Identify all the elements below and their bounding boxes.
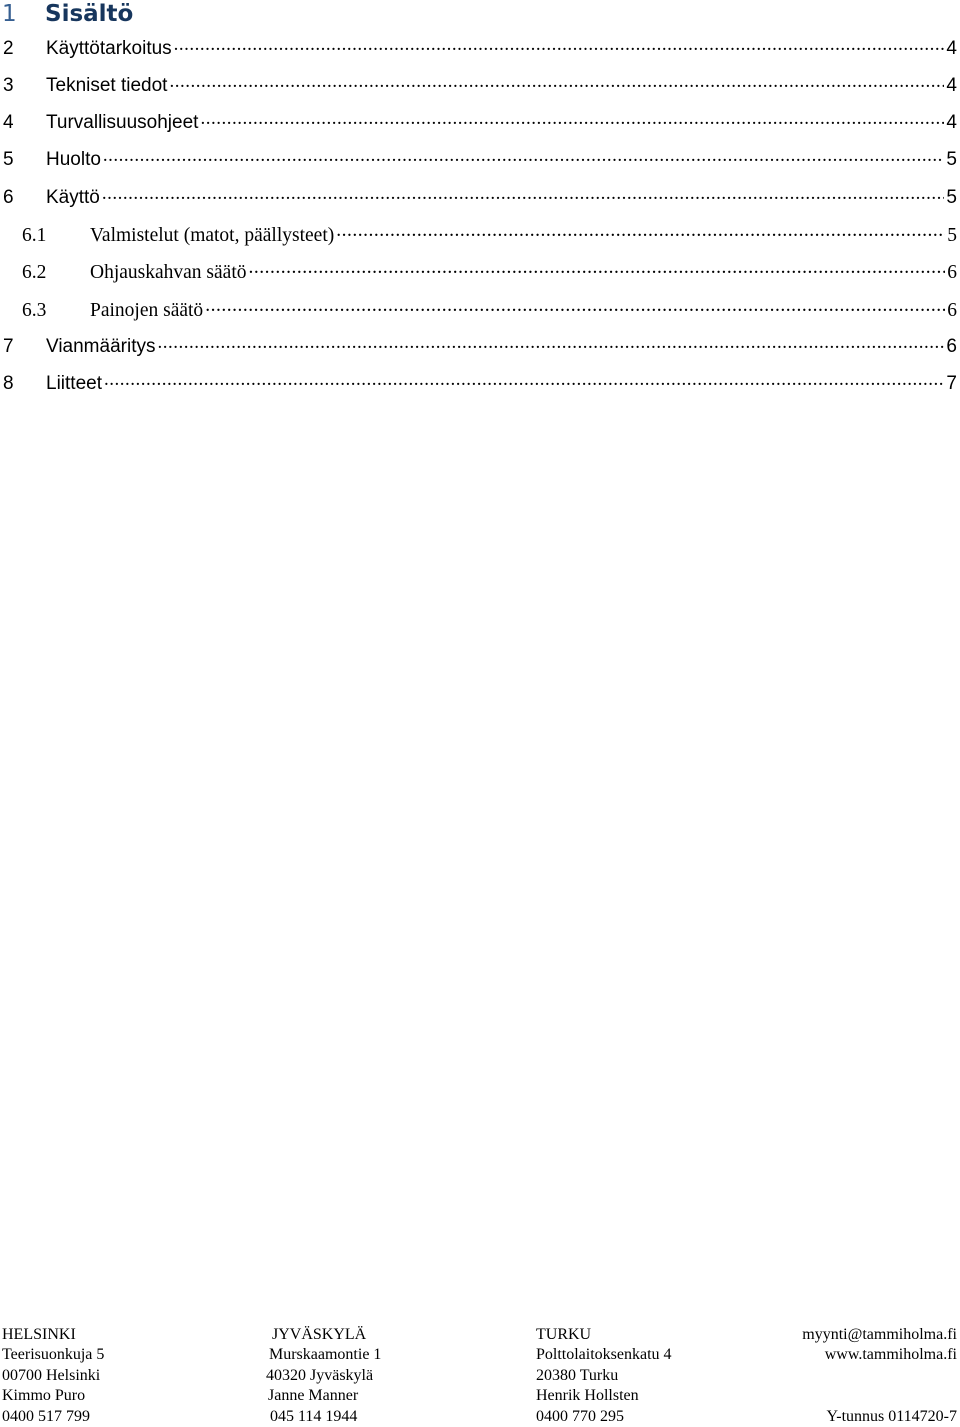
footer-line: 0400 770 295: [536, 1407, 624, 1425]
footer-line: Janne Manner: [268, 1387, 359, 1405]
toc-number: 5: [3, 149, 14, 170]
dot-leader: [336, 221, 945, 241]
toc-page: 6: [947, 299, 957, 321]
dot-leader: [102, 184, 945, 203]
dot-leader: [249, 258, 946, 278]
footer-line: Murskaamontie 1: [269, 1346, 382, 1364]
footer-email[interactable]: myynti@tammiholma.fi: [802, 1326, 957, 1343]
toc-entry[interactable]: [0, 333, 957, 359]
dot-leader: [205, 296, 945, 316]
toc-title: Turvallisuusohjeet: [46, 112, 199, 133]
toc-entry[interactable]: [0, 72, 957, 98]
toc-page: 5: [947, 224, 957, 246]
footer-line: HELSINKI: [2, 1326, 76, 1343]
toc-page: 6: [946, 336, 957, 357]
toc-number: 6.1: [22, 224, 47, 246]
footer-line: 00700 Helsinki: [2, 1366, 101, 1384]
footer-line: [802, 1386, 957, 1406]
toc-page: 5: [946, 187, 957, 208]
footer-turku: [536, 1325, 672, 1427]
toc-entry[interactable]: [0, 370, 957, 396]
footer-business-id: Y-tunnus 0114720-7: [826, 1407, 957, 1425]
toc-entry[interactable]: [0, 221, 957, 247]
footer-line: 0400 517 799: [2, 1407, 90, 1425]
footer-line: JYVÄSKYLÄ: [272, 1326, 367, 1343]
heading-number: 1: [2, 1, 17, 27]
dot-leader: [200, 109, 944, 128]
toc-entry[interactable]: [0, 296, 957, 322]
footer-line: Polttolaitoksenkatu 4: [536, 1346, 672, 1364]
footer-line: Kimmo Puro: [2, 1387, 86, 1405]
toc-number: 3: [3, 75, 14, 96]
toc-title: Käyttötarkoitus: [46, 38, 172, 59]
toc-entry[interactable]: [0, 146, 957, 172]
toc-heading: [2, 0, 133, 28]
toc-page: 4: [946, 75, 957, 96]
toc-number: 6.2: [22, 261, 47, 283]
toc-title: Liitteet: [46, 373, 102, 394]
toc-title: Valmistelut (matot, päällysteet): [90, 224, 335, 246]
toc-number: 6: [3, 187, 14, 208]
toc-page: 5: [946, 149, 957, 170]
dot-leader: [174, 35, 945, 54]
toc-page: 7: [946, 373, 957, 394]
dot-leader: [169, 72, 944, 91]
toc-entry[interactable]: [0, 109, 957, 135]
heading-title: Sisältö: [45, 1, 134, 27]
dot-leader: [103, 146, 945, 165]
dot-leader: [104, 370, 944, 389]
footer-line: 045 114 1944: [270, 1407, 358, 1425]
toc-number: 4: [3, 112, 14, 133]
toc-number: 8: [3, 373, 14, 394]
toc-title: Tekniset tiedot: [46, 75, 168, 96]
toc-number: 6.3: [22, 299, 47, 321]
footer-line: [802, 1366, 957, 1386]
footer-line: 20380 Turku: [536, 1366, 619, 1384]
toc-entry[interactable]: [0, 184, 957, 210]
footer-line: TURKU: [536, 1326, 592, 1343]
toc-entry[interactable]: [0, 258, 957, 284]
toc-number: 2: [3, 38, 14, 59]
footer-contact: [802, 1325, 957, 1427]
toc-title: Huolto: [46, 149, 101, 170]
footer-line: Teerisuonkuja 5: [2, 1346, 105, 1364]
footer-line: 40320 Jyväskylä: [266, 1366, 374, 1384]
toc-entry[interactable]: [0, 35, 957, 61]
toc-title: Vianmääritys: [46, 336, 156, 357]
footer-helsinki: [2, 1325, 104, 1427]
toc-page: 6: [947, 261, 957, 283]
footer-line: Henrik Hollsten: [536, 1387, 639, 1405]
toc-title: Käyttö: [46, 187, 100, 208]
toc-page: 4: [946, 112, 957, 133]
toc-page: 4: [946, 38, 957, 59]
footer-website[interactable]: www.tammiholma.fi: [824, 1346, 957, 1364]
toc-number: 7: [3, 336, 14, 357]
dot-leader: [157, 333, 944, 352]
toc-title: Ohjauskahvan säätö: [90, 261, 247, 283]
footer: [0, 1325, 960, 1425]
toc-title: Painojen säätö: [90, 299, 204, 321]
footer-jyvaskyla: [266, 1325, 381, 1427]
